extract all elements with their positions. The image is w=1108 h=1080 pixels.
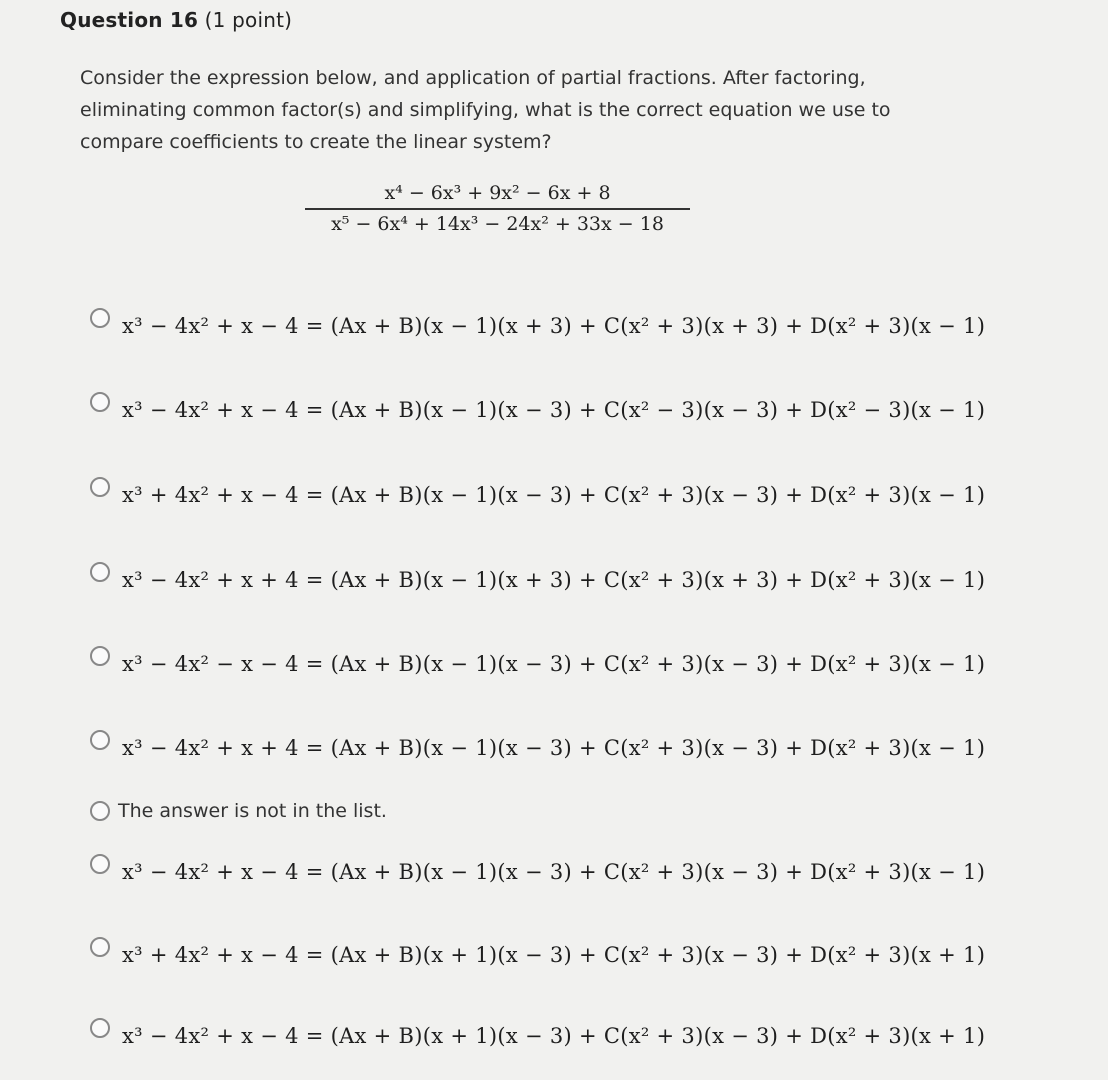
option-label: x³ + 4x² + x − 4 = (Ax + B)(x − 1)(x − 3) + C(x² + 3)(x − 3) + D(x² + 3)(x − 1)	[122, 483, 986, 507]
option-label: x³ − 4x² − x − 4 = (Ax + B)(x − 1)(x − 3) + C(x² + 3)(x − 3) + D(x² + 3)(x − 1)	[122, 652, 986, 676]
radio-button[interactable]	[90, 801, 110, 821]
radio-button[interactable]	[90, 308, 110, 328]
radio-button[interactable]	[90, 937, 110, 957]
option-label: x³ − 4x² + x + 4 = (Ax + B)(x − 1)(x + 3) + C(x² + 3)(x + 3) + D(x² + 3)(x − 1)	[122, 568, 986, 592]
question-points: (1 point)	[204, 8, 293, 32]
option-label: x³ − 4x² + x − 4 = (Ax + B)(x − 1)(x − 3) + C(x² − 3)(x − 3) + D(x² − 3)(x − 1)	[122, 398, 986, 422]
question-prompt: Consider the expression below, and application of partial fractions. After factoring, eliminating common factor(s) and simplifying, what is the correct equation we use to compare coefficients to create the linear system?	[80, 67, 891, 153]
radio-button[interactable]	[90, 730, 110, 750]
answer-option-10[interactable]	[90, 1014, 985, 1058]
expression-numerator: x⁴ − 6x³ + 9x² − 6x + 8	[305, 182, 690, 210]
radio-button[interactable]	[90, 392, 110, 412]
expression-denominator: x⁵ − 6x⁴ + 14x³ − 24x² + 33x − 18	[331, 213, 664, 235]
option-label: x³ − 4x² + x + 4 = (Ax + B)(x − 1)(x − 3) + C(x² + 3)(x − 3) + D(x² + 3)(x − 1)	[122, 736, 986, 760]
radio-button[interactable]	[90, 854, 110, 874]
answer-option-1[interactable]	[90, 304, 985, 348]
radio-button[interactable]	[90, 1018, 110, 1038]
answer-option-6[interactable]	[90, 726, 985, 770]
answer-option-2[interactable]	[90, 388, 985, 432]
answer-option-5[interactable]	[90, 642, 985, 686]
answer-option-9[interactable]	[90, 933, 985, 977]
radio-button[interactable]	[90, 646, 110, 666]
answer-option-8[interactable]	[90, 850, 985, 894]
answer-option-4[interactable]	[90, 558, 985, 602]
option-label: x³ − 4x² + x − 4 = (Ax + B)(x − 1)(x − 3) + C(x² + 3)(x − 3) + D(x² + 3)(x − 1)	[122, 860, 986, 884]
radio-button[interactable]	[90, 562, 110, 582]
radio-button[interactable]	[90, 477, 110, 497]
option-label: x³ + 4x² + x − 4 = (Ax + B)(x + 1)(x − 3) + C(x² + 3)(x − 3) + D(x² + 3)(x + 1)	[122, 943, 986, 967]
option-label: x³ − 4x² + x − 4 = (Ax + B)(x − 1)(x + 3) + C(x² + 3)(x + 3) + D(x² + 3)(x − 1)	[122, 314, 986, 338]
answer-option-7[interactable]	[90, 789, 387, 833]
option-label: x³ − 4x² + x − 4 = (Ax + B)(x + 1)(x − 3) + C(x² + 3)(x − 3) + D(x² + 3)(x + 1)	[122, 1024, 986, 1048]
question-number: Question 16	[60, 8, 199, 32]
option-label: The answer is not in the list.	[118, 800, 387, 822]
answer-option-3[interactable]	[90, 473, 985, 517]
